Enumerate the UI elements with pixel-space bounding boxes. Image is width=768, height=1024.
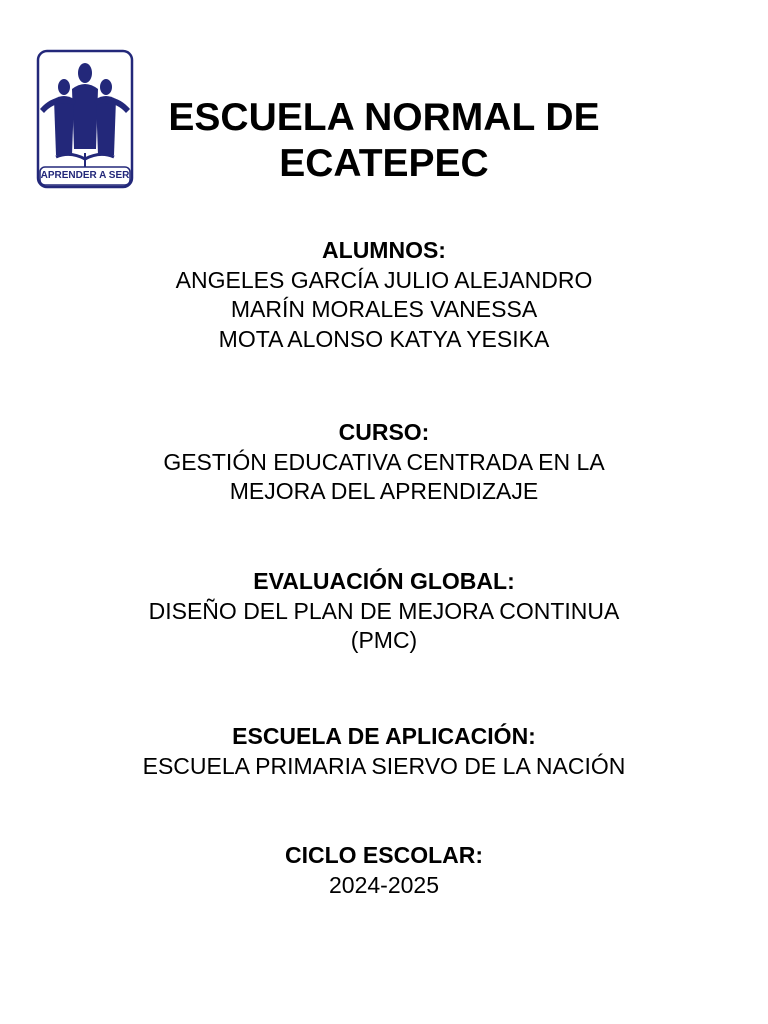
curso-label: CURSO: <box>338 419 430 445</box>
student-name: ANGELES GARCÍA JULIO ALEJANDRO <box>175 266 593 293</box>
ciclo-section <box>0 841 768 900</box>
alumnos-section <box>0 236 768 354</box>
curso-section <box>0 418 768 507</box>
evaluacion-section <box>0 567 768 656</box>
curso-line: GESTIÓN EDUCATIVA CENTRADA EN LA <box>163 448 605 475</box>
ciclo-label: CICLO ESCOLAR: <box>284 842 484 868</box>
escuela-aplicacion-label: ESCUELA DE APLICACIÓN: <box>232 723 536 749</box>
ciclo-value: 2024-2025 <box>329 871 439 898</box>
evaluacion-line: DISEÑO DEL PLAN DE MEJORA CONTINUA <box>148 597 620 624</box>
logo-motto: APRENDER A SER <box>40 170 130 181</box>
curso-line: MEJORA DEL APRENDIZAJE <box>229 478 539 504</box>
alumnos-label: ALUMNOS: <box>322 237 446 263</box>
student-name: MARÍN MORALES VANESSA <box>230 296 538 322</box>
student-name: MOTA ALONSO KATYA YESIKA <box>218 325 550 352</box>
escuela-aplicacion-value: ESCUELA PRIMARIA SIERVO DE LA NACIÓN <box>142 752 626 779</box>
school-title-line-1: ESCUELA NORMAL DE <box>168 96 600 139</box>
school-title <box>0 95 768 187</box>
school-title-line-2: ECATEPEC <box>279 142 489 185</box>
escuela-aplicacion-section <box>0 722 768 781</box>
evaluacion-line: (PMC) <box>350 627 418 653</box>
evaluacion-label: EVALUACIÓN GLOBAL: <box>253 568 515 594</box>
